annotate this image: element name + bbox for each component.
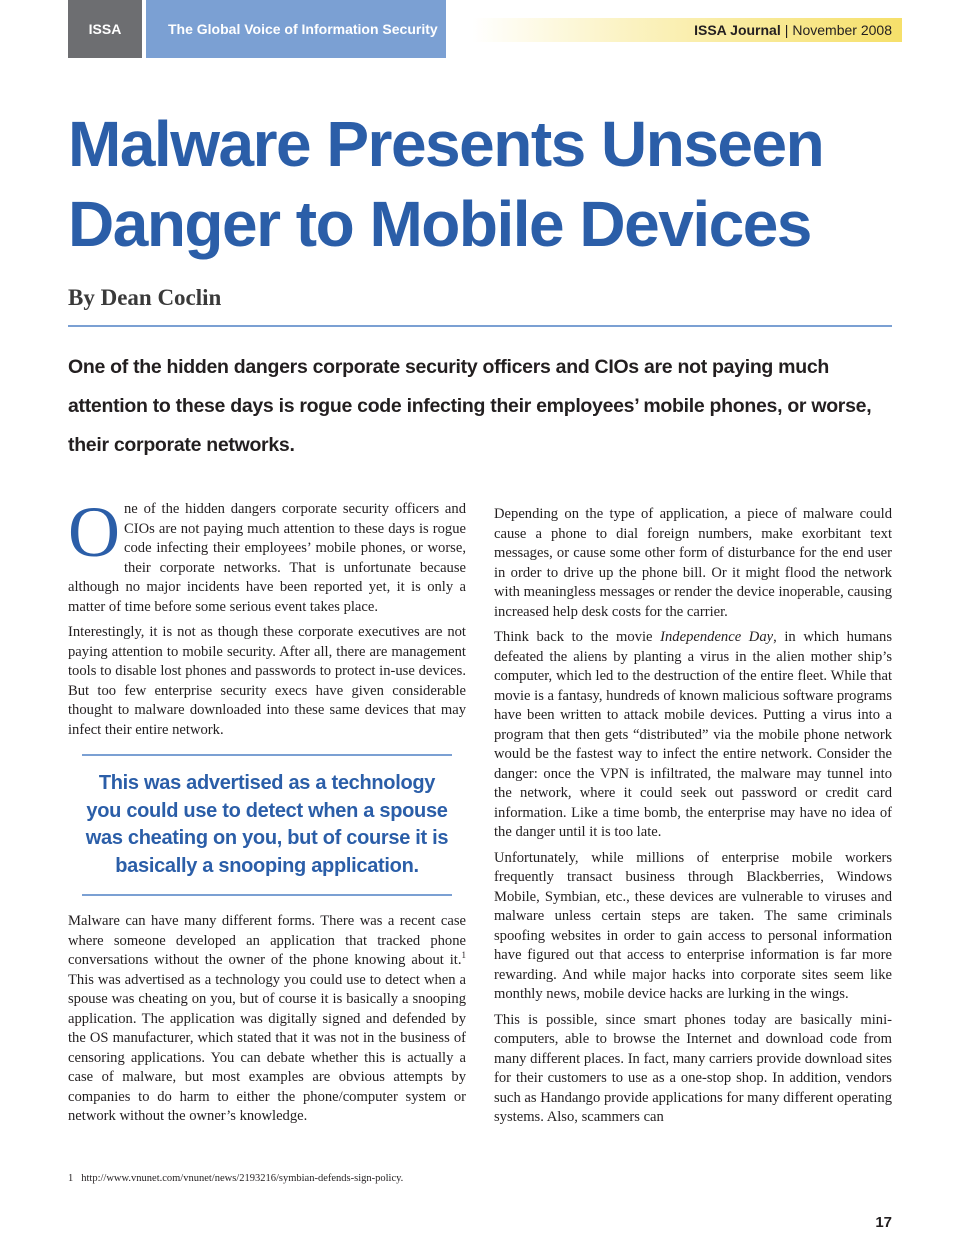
title-line-2: Danger to Mobile Devices [68,188,811,260]
movie-title: Independence Day [660,629,774,645]
left-paragraph-2: Interestingly, it is not as though these corporate executives are not paying attention to mobile security. After all, there are management tools to disable lost phones and passwords to protect in-use devices. But too few enterprise security execs have given considerable thought to malware downloaded into these same devices that may infect their entire network. [68,624,466,738]
page-number: 17 [875,1214,892,1231]
article-byline: By Dean Coclin [68,285,222,310]
left-paragraph-1 [68,492,466,617]
title-line-1: Malware Presents Unseen [68,108,824,180]
header-journal-issue [472,18,902,42]
article-lead: One of the hidden dangers corporate security officers and CIOs are not paying much attention to these days is rogue code infecting their employees’ mobile phones, or worse, their corporate networks. [68,356,872,456]
footnote-number: 1 [68,1173,74,1184]
header-org-label: ISSA [88,21,122,37]
right-paragraph-2-text-b: , in which humans defeated the aliens by planting a virus in the alien mother ship’s computer, which led to the destruction of the entire fleet. While that movie is a fantasy, hundreds of known malicious software programs have been written to attack mobile devices. Putting a virus into a program that then gets “distributed” via the mobile phone network would be the fastest way to infect the entire network. Consider the danger: once the VPN is infiltrated, the malware may tunnel into the network, where it could seek out password or credit card information. Like a time bomb, the enterprise may have no idea of the danger until it is too late. [494,629,893,840]
right-paragraph-2 [494,628,892,843]
left-paragraph-3 [68,912,466,1127]
pull-quote: This was advertised as a technology you could use to detect when a spouse was cheating on you, but of course it is basically a snooping application. [82,754,452,896]
title-divider [68,325,892,327]
right-column [494,505,892,1134]
left-column [68,492,466,1133]
footnote-ref: 1 [461,950,466,961]
journal-name: ISSA Journal [694,22,781,38]
left-paragraph-3-text-a: Malware can have many different forms. There was a recent case where someone developed an application that tracked phone conversations without the owner of the phone knowing about it. [68,913,466,968]
right-paragraph-2-text-a: Think back to the movie [494,629,661,645]
issue-date: November 2008 [792,22,892,38]
header-separator: | [784,22,789,38]
header-org-badge [68,0,142,58]
footnote-text: http://www.vnunet.com/vnunet/news/2193216/symbian-defends-sign-policy. [81,1173,404,1184]
header-tagline: The Global Voice of Information Security [168,21,438,37]
drop-cap: O [68,492,120,572]
article-title [68,104,908,264]
footnote [68,1172,468,1186]
right-paragraph-3: Unfortunately, while millions of enterprise mobile workers frequently transact business through Blackberries, Windows Mobile, Symbian, etc., these devices are vulnerable to viruses and malware unless certain steps are taken. The same criminals spoofing websites in order to gain access to personal information have figured out that access to enterprise information is far more rewarding. And while major hacks into corporate sites seem like monthly news, mobile device hacks are lurking in the wings. [494,849,892,1002]
left-paragraph-3-text-b: This was advertised as a technology you could use to detect when a spouse was cheating on you, but of course it is basically a snooping application. The application was digitally signed and defended by the OS manufacturer, which stated that it was not in the business of censoring applications. You can debate whether this is actually a case of malware, but most examples are obvious attempts by companies to do harm to either the phone/computer system or network without the owner’s knowledge. [68,971,466,1124]
header-tagline-band [146,0,446,58]
right-paragraph-1: Depending on the type of application, a piece of malware could cause a phone to dial foreign numbers, make exorbitant text messages, or cause some other form of disturbance for the end user in order to drive up the phone bill. Or it might flood the network with meaningless messages or render the device inoperable, causing increased help desk costs for the carrier. [494,506,892,620]
right-paragraph-4: This is possible, since smart phones today are basically mini-computers, able to browse the Internet and download code from many different places. In fact, many carriers provide download sites for their customers to use as a one-stop shop. In addition, vendors such as Handango provide applications for many different operating systems. Also, scammers can [494,1011,892,1125]
left-paragraph-1-text: ne of the hidden dangers corporate security officers and CIOs are not paying much attention to these days is rogue code infecting their employees’ mobile phones, or worse, their corporate networks. That is unfortunate because although no major incidents have been reported yet, it is only a matter of time before some serious event takes place. [68,501,466,615]
